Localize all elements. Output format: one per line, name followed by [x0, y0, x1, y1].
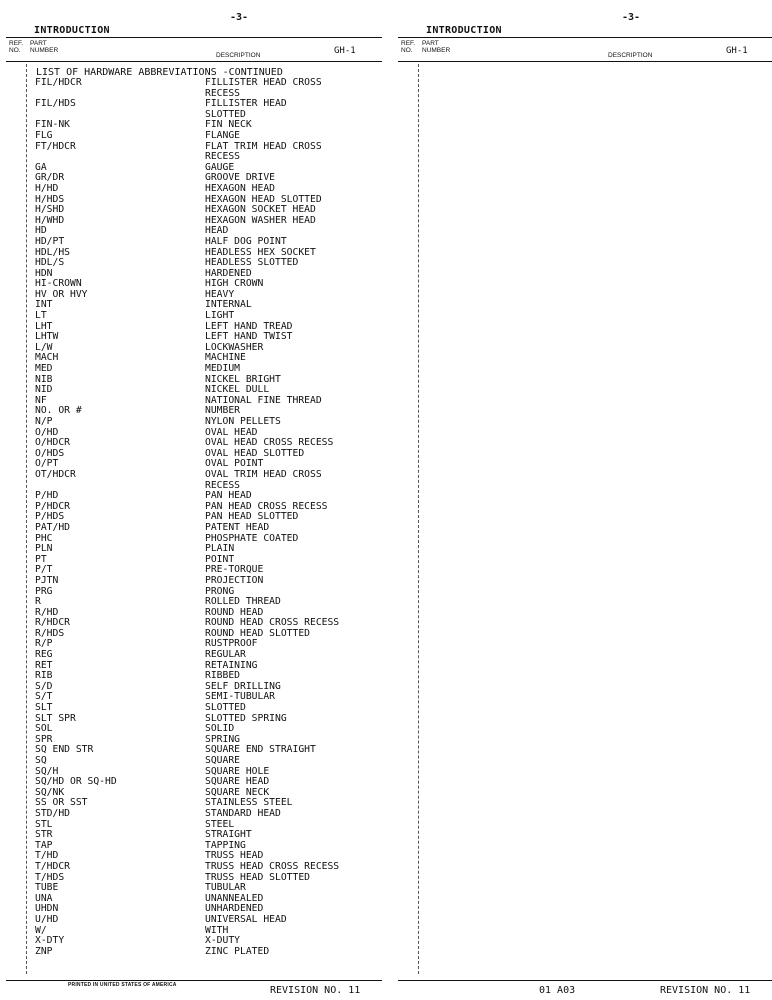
abbreviation-code: MACH — [35, 352, 59, 364]
header-rule-top — [398, 37, 772, 38]
abbreviation-description: MEDIUM — [205, 363, 240, 375]
abbreviation-description: SQUARE HEAD — [205, 776, 270, 788]
abbreviation-description: UNIVERSAL HEAD — [205, 913, 287, 925]
abbreviation-description: UNANNEALED — [205, 892, 264, 904]
abbreviation-code: LT — [35, 310, 47, 322]
abbreviation-description: WITH — [205, 924, 229, 936]
abbreviation-code: U/HD — [35, 913, 59, 925]
abbreviation-code: P/HDS — [35, 511, 65, 523]
abbreviation-code: SLT — [35, 702, 53, 714]
section-title: INTRODUCTION — [34, 25, 110, 36]
abbreviation-code: PHC — [35, 532, 53, 544]
abbreviation-description: X-DUTY — [205, 935, 240, 947]
abbreviation-description: SELF DRILLING — [205, 680, 281, 692]
abbreviation-code: SOL — [35, 723, 53, 735]
abbreviation-code: SQ/H — [35, 765, 59, 777]
abbreviation-code: S/D — [35, 680, 53, 692]
figure-code: GH-1 — [334, 46, 356, 56]
abbreviation-code: HDL/S — [35, 257, 65, 269]
abbreviation-description: FILLISTER HEAD CROSS RECESS — [205, 77, 322, 99]
abbreviation-code: HDN — [35, 267, 53, 279]
abbreviation-description: FLANGE — [205, 129, 240, 141]
abbreviation-code: H/WHD — [35, 214, 65, 226]
abbreviation-row — [35, 947, 380, 958]
abbreviation-row — [35, 576, 380, 587]
abbreviation-code: FIL/HDS — [35, 98, 76, 110]
abbreviation-code: STR — [35, 829, 53, 841]
abbreviation-code: SS OR SST — [35, 797, 88, 809]
abbreviation-row — [35, 862, 380, 873]
page-number: -3- — [622, 12, 641, 23]
abbreviation-description: HEADLESS HEX SOCKET — [205, 246, 316, 258]
abbreviation-code: NO. OR # — [35, 405, 82, 417]
abbreviation-description: NUMBER — [205, 405, 240, 417]
abbreviation-description: ROLLED THREAD — [205, 596, 281, 608]
abbreviation-description: LEFT HAND TREAD — [205, 320, 293, 332]
abbreviation-description: INTERNAL — [205, 299, 252, 311]
abbreviation-description: SQUARE NECK — [205, 786, 270, 798]
abbreviation-description: NYLON PELLETS — [205, 416, 281, 427]
abbreviation-code: PT — [35, 553, 47, 565]
list-title: LIST OF HARDWARE ABBREVIATIONS -CONTINUED — [36, 67, 283, 78]
abbreviation-description: HEADLESS SLOTTED — [205, 257, 299, 269]
abbreviation-description: SOLID — [205, 723, 235, 735]
abbreviation-description: STAINLESS STEEL — [205, 797, 293, 809]
right-page-column — [398, 0, 772, 1000]
section-title: INTRODUCTION — [426, 25, 502, 36]
abbreviation-description: NICKEL DULL — [205, 384, 270, 396]
abbreviation-description: PLAIN — [205, 543, 235, 555]
abbreviation-description: PRONG — [205, 585, 235, 597]
abbreviation-row — [35, 915, 380, 926]
abbreviation-description: HEXAGON HEAD — [205, 182, 275, 194]
abbreviation-code: HD — [35, 225, 47, 237]
abbreviation-description: TRUSS HEAD CROSS RECESS — [205, 860, 340, 872]
abbreviation-description: SQUARE — [205, 755, 240, 766]
description-column-header: DESCRIPTION — [608, 52, 653, 59]
abbreviation-code: O/PT — [35, 458, 59, 470]
abbreviation-description: HEXAGON SOCKET HEAD — [205, 204, 316, 216]
ref-no-column-header: REF. NO. — [401, 40, 416, 54]
abbreviation-code: R — [35, 596, 41, 608]
abbreviation-code: GA — [35, 161, 47, 173]
abbreviation-description: NATIONAL FINE THREAD — [205, 394, 322, 406]
abbreviation-description: FLAT TRIM HEAD CROSS RECESS — [205, 140, 322, 163]
abbreviation-code: HI-CROWN — [35, 278, 82, 290]
abbreviation-code: LHTW — [35, 331, 59, 343]
abbreviation-description: LOCKWASHER — [205, 341, 264, 353]
abbreviation-description: TUBULAR — [205, 882, 246, 894]
abbreviation-description: STANDARD HEAD — [205, 807, 281, 819]
abbreviation-code: SQ — [35, 755, 47, 766]
abbreviation-code: STD/HD — [35, 807, 70, 819]
abbreviation-description: ROUND HEAD CROSS RECESS — [205, 617, 340, 629]
abbreviation-description: RETAINING — [205, 659, 258, 671]
abbreviation-description: FIN NECK — [205, 119, 252, 131]
abbreviation-description: HEXAGON WASHER HEAD — [205, 214, 316, 226]
abbreviation-description: OVAL HEAD — [205, 426, 258, 438]
revision-number: REVISION NO. 11 — [270, 985, 361, 996]
footer-rule — [6, 980, 382, 981]
abbreviation-code: N/P — [35, 416, 53, 427]
abbreviation-code: SQ END STR — [35, 744, 94, 756]
abbreviation-description: NICKEL BRIGHT — [205, 373, 281, 385]
abbreviation-description: LIGHT — [205, 310, 235, 322]
footer-rule — [398, 980, 772, 981]
abbreviation-description: HALF DOG POINT — [205, 235, 287, 247]
abbreviation-code: HDL/HS — [35, 246, 70, 258]
abbreviation-code: P/HD — [35, 490, 59, 502]
abbreviation-code: UHDN — [35, 903, 59, 915]
abbreviation-description: POINT — [205, 553, 235, 565]
abbreviation-code: FT/HDCR — [35, 140, 76, 152]
abbreviation-code: LHT — [35, 320, 53, 332]
abbreviation-list — [35, 78, 380, 957]
abbreviation-code: NF — [35, 394, 47, 406]
figure-code: GH-1 — [726, 46, 748, 56]
part-number-column-header: PART NUMBER — [422, 40, 451, 54]
abbreviation-code: INT — [35, 299, 53, 311]
abbreviation-code: FIL/HDCR — [35, 77, 82, 88]
abbreviation-description: GAUGE — [205, 161, 235, 173]
abbreviation-description: REGULAR — [205, 649, 246, 661]
abbreviation-description: ROUND HEAD — [205, 606, 264, 618]
abbreviation-code: H/HDS — [35, 193, 65, 205]
page-number: -3- — [230, 12, 249, 23]
abbreviation-code: T/HD — [35, 850, 59, 862]
abbreviation-code: W/ — [35, 924, 47, 936]
abbreviation-description: PAN HEAD — [205, 490, 252, 502]
abbreviation-description: PAN HEAD SLOTTED — [205, 511, 299, 523]
abbreviation-code: FLG — [35, 129, 53, 141]
abbreviation-row — [35, 809, 380, 820]
abbreviation-code: PRG — [35, 585, 53, 597]
abbreviation-description: PRE-TORQUE — [205, 564, 264, 576]
document-code: 01 A03 — [539, 985, 576, 996]
abbreviation-row — [35, 184, 380, 195]
abbreviation-description: SEMI-TUBULAR — [205, 691, 275, 703]
abbreviation-code: R/P — [35, 638, 53, 650]
abbreviation-row — [35, 237, 380, 248]
abbreviation-row — [35, 523, 380, 534]
abbreviation-code: H/HD — [35, 182, 59, 194]
abbreviation-code: O/HD — [35, 426, 59, 438]
part-number-column-header: PART NUMBER — [30, 40, 59, 54]
abbreviation-row — [35, 99, 380, 120]
abbreviation-code: L/W — [35, 341, 53, 353]
abbreviation-description: LEFT HAND TWIST — [205, 331, 293, 343]
abbreviation-code: SQ/HD OR SQ-HD — [35, 776, 117, 788]
abbreviation-description: MACHINE — [205, 352, 246, 364]
ref-column-divider — [26, 64, 27, 974]
abbreviation-description: HEAVY — [205, 288, 235, 300]
abbreviation-row — [35, 131, 380, 142]
revision-number: REVISION NO. 11 — [660, 985, 751, 996]
header-rule-top — [6, 37, 382, 38]
abbreviation-code: REG — [35, 649, 53, 661]
abbreviation-code: R/HDS — [35, 627, 65, 639]
abbreviation-description: UNHARDENED — [205, 903, 264, 915]
abbreviation-code: GR/DR — [35, 172, 65, 184]
abbreviation-description: TRUSS HEAD — [205, 850, 264, 862]
abbreviation-description: OVAL TRIM HEAD CROSS RECESS — [205, 468, 322, 491]
abbreviation-code: STL — [35, 818, 53, 830]
abbreviation-description: TRUSS HEAD SLOTTED — [205, 871, 310, 883]
abbreviation-description: OVAL HEAD CROSS RECESS — [205, 437, 334, 449]
abbreviation-code: P/T — [35, 564, 53, 576]
abbreviation-code: MED — [35, 363, 53, 375]
abbreviation-code: SLT SPR — [35, 712, 76, 724]
abbreviation-description: ZINC PLATED — [205, 945, 270, 957]
abbreviation-code: ZNP — [35, 945, 53, 957]
abbreviation-description: PATENT HEAD — [205, 521, 270, 533]
abbreviation-code: H/SHD — [35, 204, 65, 216]
abbreviation-code: PAT/HD — [35, 521, 70, 533]
abbreviation-code: NIB — [35, 373, 53, 385]
abbreviation-description: HEAD — [205, 225, 229, 237]
abbreviation-code: NID — [35, 384, 53, 396]
abbreviation-description: HARDENED — [205, 267, 252, 279]
printed-in-notice: PRINTED IN UNITED STATES OF AMERICA — [68, 982, 177, 988]
ref-column-divider — [418, 64, 419, 974]
abbreviation-code: SPR — [35, 733, 53, 745]
abbreviation-code: FIN-NK — [35, 119, 70, 131]
abbreviation-description: PHOSPHATE COATED — [205, 532, 299, 544]
abbreviation-description: STRAIGHT — [205, 829, 252, 841]
abbreviation-row — [35, 417, 380, 428]
abbreviation-description: ROUND HEAD SLOTTED — [205, 627, 310, 639]
abbreviation-code: R/HD — [35, 606, 59, 618]
abbreviation-row — [35, 756, 380, 767]
abbreviation-description: OVAL HEAD SLOTTED — [205, 447, 305, 459]
abbreviation-description: HEXAGON HEAD SLOTTED — [205, 193, 322, 205]
abbreviation-description: HIGH CROWN — [205, 278, 264, 290]
abbreviation-description: GROOVE DRIVE — [205, 172, 275, 184]
abbreviation-code: HV OR HVY — [35, 288, 88, 300]
abbreviation-code: O/HDCR — [35, 437, 70, 449]
abbreviation-description: SLOTTED SPRING — [205, 712, 287, 724]
left-page-column — [6, 0, 382, 1000]
abbreviation-description: PAN HEAD CROSS RECESS — [205, 500, 328, 512]
abbreviation-description: SPRING — [205, 733, 240, 745]
abbreviation-code: RET — [35, 659, 53, 671]
abbreviation-code: T/HDS — [35, 871, 65, 883]
abbreviation-code: S/T — [35, 691, 53, 703]
abbreviation-description: TAPPING — [205, 839, 246, 851]
abbreviation-row — [35, 142, 380, 163]
header-rule-bottom — [6, 61, 382, 62]
abbreviation-code: P/HDCR — [35, 500, 70, 512]
abbreviation-description: STEEL — [205, 818, 235, 830]
abbreviation-description: RUSTPROOF — [205, 638, 258, 650]
abbreviation-code: PLN — [35, 543, 53, 555]
abbreviation-description: RIBBED — [205, 670, 240, 682]
abbreviation-code: PJTN — [35, 574, 59, 586]
abbreviation-code: OT/HDCR — [35, 468, 76, 480]
abbreviation-code: HD/PT — [35, 235, 65, 247]
abbreviation-code: SQ/NK — [35, 786, 65, 798]
abbreviation-description: FILLISTER HEAD SLOTTED — [205, 98, 287, 120]
header-rule-bottom — [398, 61, 772, 62]
abbreviation-row — [35, 78, 380, 99]
abbreviation-code: UNA — [35, 892, 53, 904]
abbreviation-code: TUBE — [35, 882, 59, 894]
abbreviation-row — [35, 470, 380, 491]
abbreviation-code: R/HDCR — [35, 617, 70, 629]
description-column-header: DESCRIPTION — [216, 52, 261, 59]
abbreviation-code: T/HDCR — [35, 860, 70, 872]
abbreviation-code: O/HDS — [35, 447, 65, 459]
abbreviation-code: X-DTY — [35, 935, 65, 947]
abbreviation-description: SLOTTED — [205, 702, 246, 714]
abbreviation-description: SQUARE END STRAIGHT — [205, 744, 316, 756]
abbreviation-description: OVAL POINT — [205, 458, 264, 470]
abbreviation-code: RIB — [35, 670, 53, 682]
abbreviation-description: SQUARE HOLE — [205, 765, 270, 777]
ref-no-column-header: REF. NO. — [9, 40, 24, 54]
abbreviation-description: PROJECTION — [205, 574, 264, 586]
abbreviation-code: TAP — [35, 839, 53, 851]
